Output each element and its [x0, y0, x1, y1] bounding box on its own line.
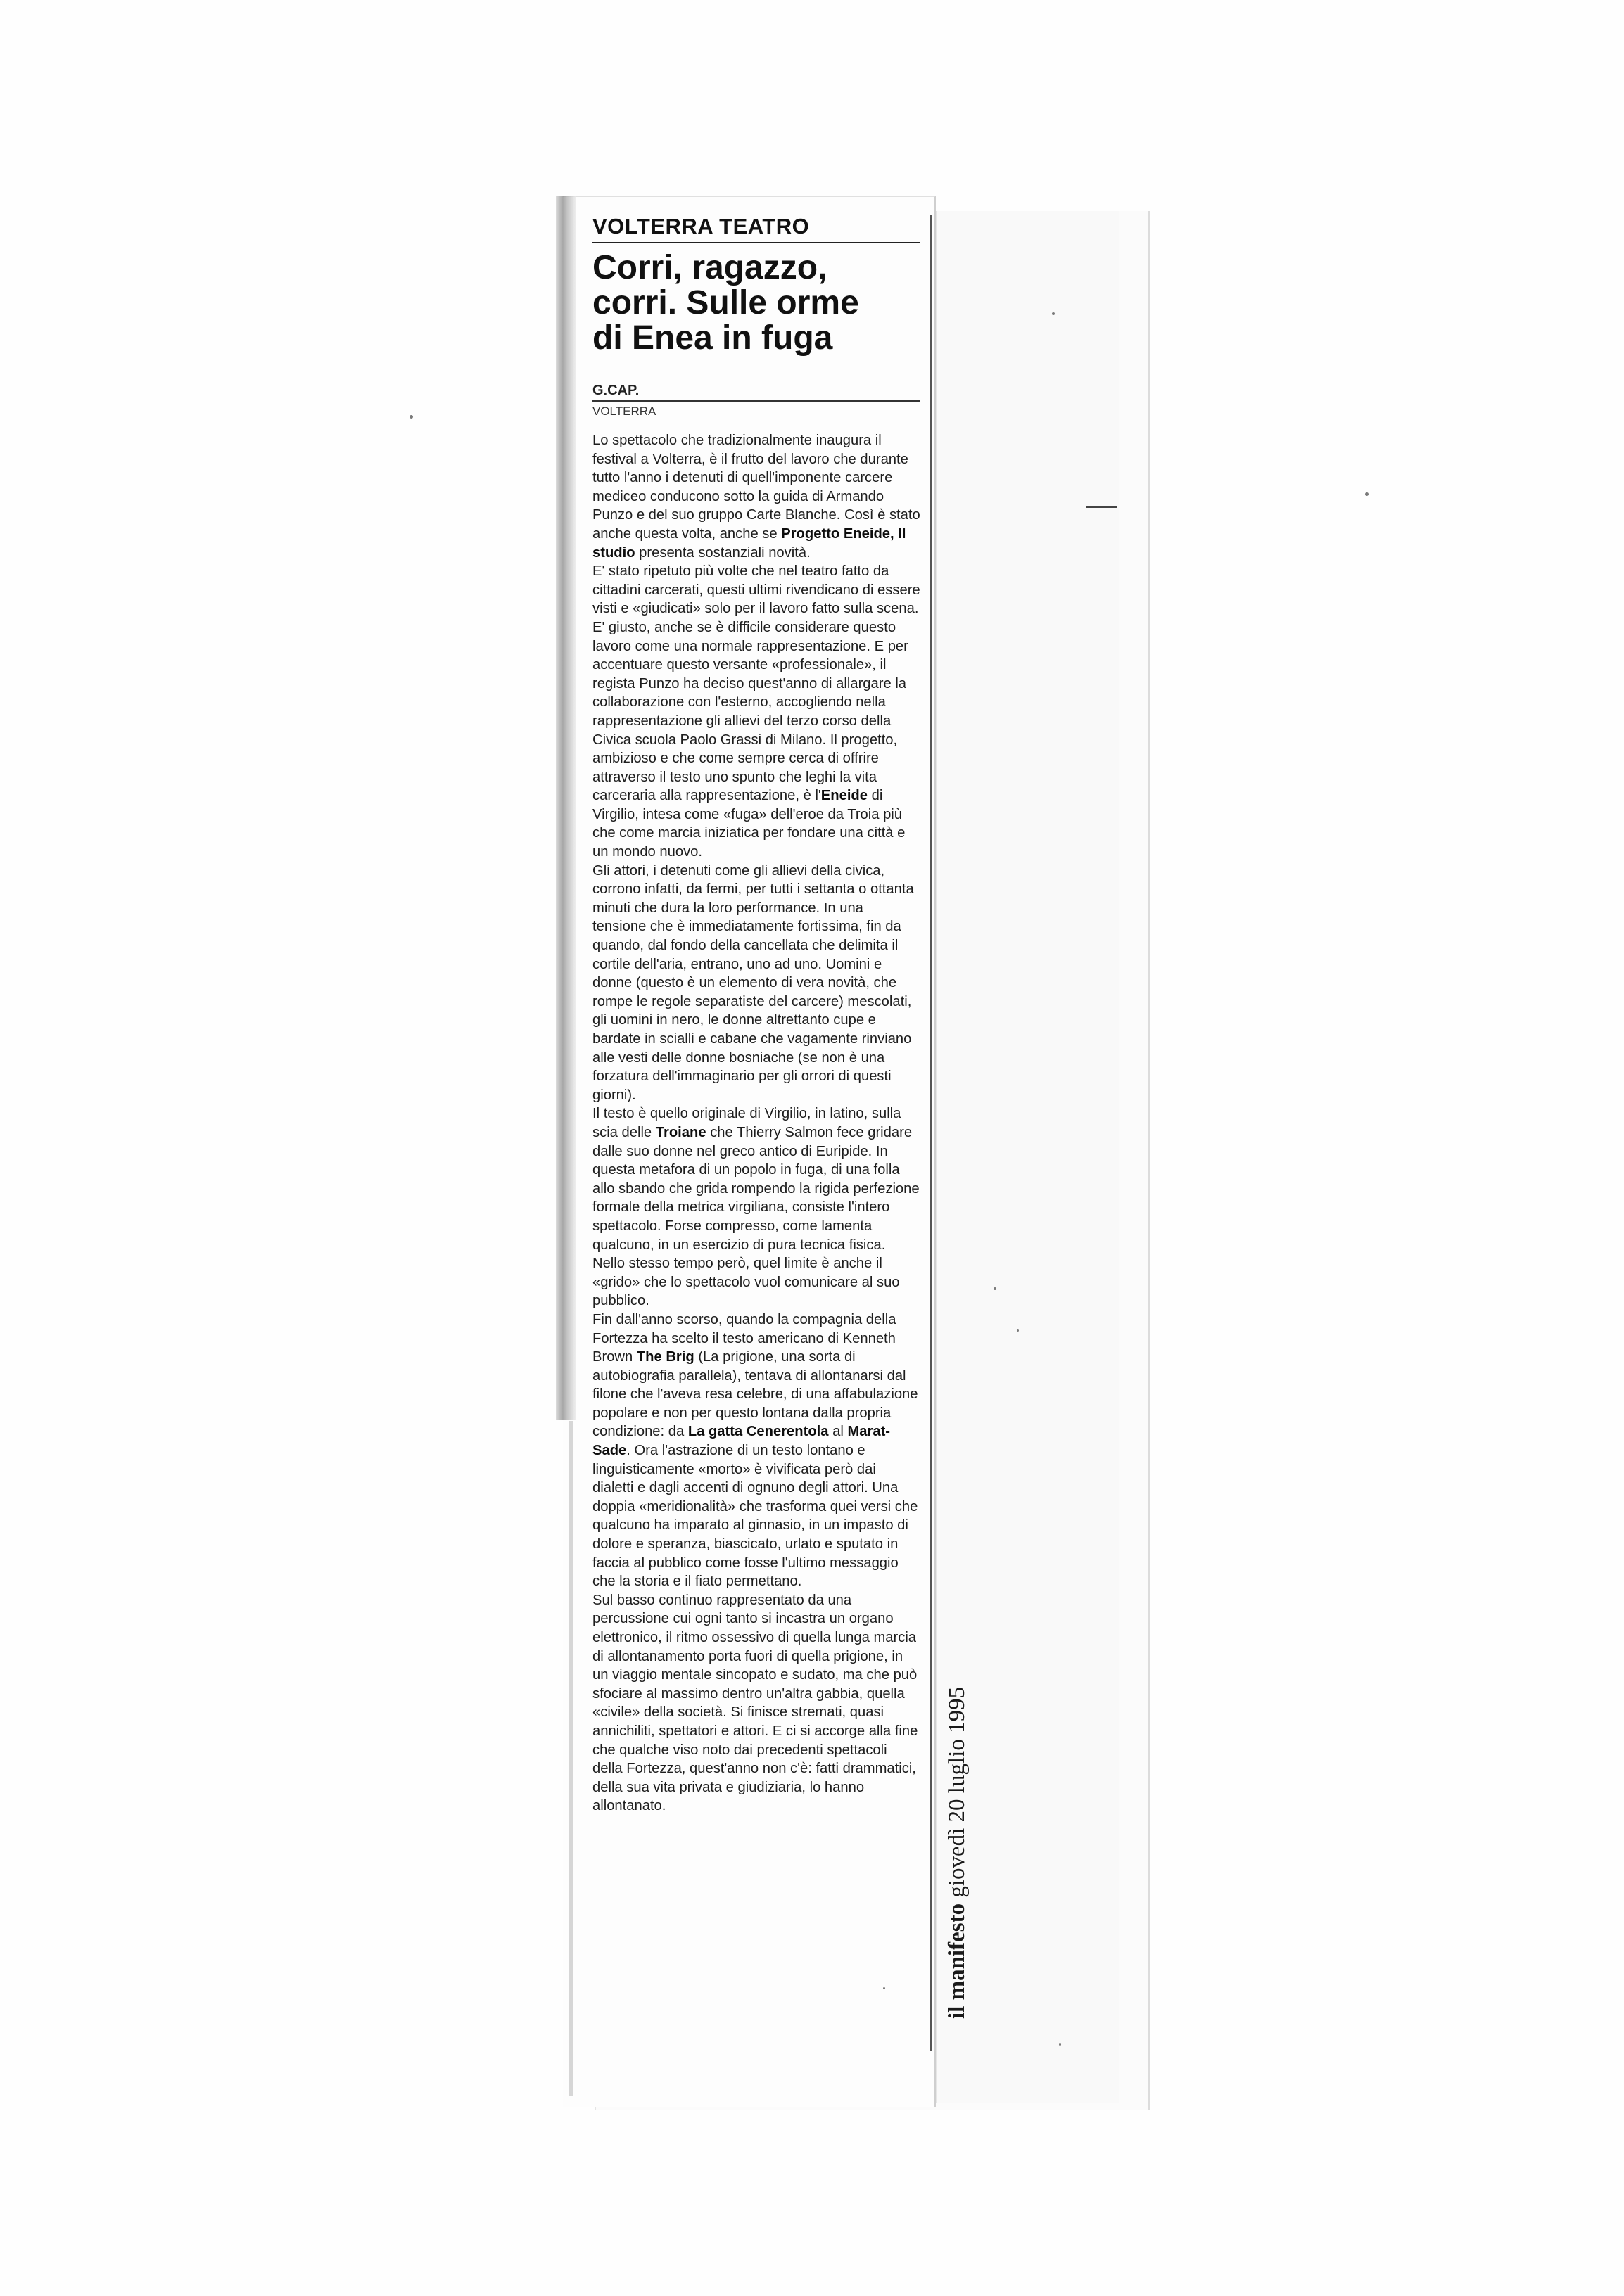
bold-title: La gatta Cenerentola	[687, 1424, 829, 1440]
scan-speck	[410, 415, 413, 419]
text-run: che Thierry Salmon fece gridare dalle suo donne nel greco antico di Euripide. In questa metafora di un popolo in fuga, di una folla allo sbando che grida rompendo la rigida perfezione formale della metrica virgiliana, consiste l'intero spettacolo. Forse compresso, come lamenta qualcuno, in un esercizio di pura tecnica fisica. Nello stesso tempo però, quel limite è anche il «grido» che lo spettacolo vuol comunicare al suo pubblico.	[592, 1124, 920, 1309]
clipping-edge-shadow-lower	[569, 1421, 573, 2096]
scan-speck	[883, 1987, 885, 1989]
bold-title: Eneide	[820, 788, 868, 804]
dateline: VOLTERRA	[592, 404, 656, 418]
headline-line: di Enea in fuga	[592, 319, 833, 357]
headline	[592, 250, 920, 356]
text-run: al	[828, 1424, 848, 1440]
clipping-edge-shadow	[556, 196, 576, 1420]
text-run: Lo spettacolo che tradizionalmente inaugura il festival a Volterra, è il frutto del lavoro che durante tutto l'anno i detenuti di quell'imponente carcere mediceo conducono sotto la guida di Armando Punzo e del suo gruppo Carte Blanche. Così è stato anche questa volta, anche se	[592, 433, 920, 542]
scan-speck	[1365, 492, 1369, 496]
scan-speck	[994, 1287, 996, 1290]
article-paragraph	[592, 1104, 920, 1310]
bold-title: Troiane	[655, 1124, 706, 1140]
text-run: Gli attori, i detenuti come gli allievi della civica, corrono infatti, da fermi, per tutti i settanta o ottanta minuti che dura la loro performance. In una tensione che è immediatamente fortissima, fin da quando, dal fondo della cancellata che delimita il cortile dell'aria, entrano, uno ad uno. Uomini e donne (questo è un elemento di vera novità, che rompe le regole separatiste del carcere) mescolati, gli uomini in nero, le donne altrettanto cupe e bardate in scialli e cabane che vagamente rinviano alle vesti delle donne bosniache (se non è una forzatura dell'immaginario per gli orrori di questi giorni).	[592, 862, 914, 1103]
text-run: di Virgilio, intesa come «fuga» dell'eroe da Troia più che come marcia iniziatica per fondare una città e un mondo nuovo.	[592, 788, 906, 860]
article-body	[592, 431, 920, 1816]
scan-speck	[1017, 1329, 1019, 1332]
text-run: Il testo è quello originale di Virgilio, in latino, sulla scia delle	[592, 1106, 901, 1140]
text-run: E' stato ripetuto più volte che nel teatro fatto da cittadini carcerati, questi ultimi rivendicano di essere visti e «giudicati» solo per il lavoro fatto sulla scena. E' giusto, anche se è difficile considerare questo lavoro come una normale rappresentazione. E per accentuare questo versante «professionale», il regista Punzo ha deciso quest'anno di allargare la collaborazione con l'esterno, accogliendo nella rappresentazione gli allievi del terzo corso della Civica scuola Paolo Grassi di Milano. Il progetto, ambizioso e che come sempre cerca di offrire attraverso il testo uno spunto che leghi la vita carceraria alla rappresentazione, è l'	[592, 563, 920, 804]
text-run: presenta sostanziali novità.	[635, 544, 811, 561]
article	[592, 211, 920, 1816]
source-label	[944, 1687, 970, 2019]
headline-line: Corri, ragazzo,	[592, 249, 827, 286]
bold-title: Progetto Eneide, Il studio	[592, 525, 906, 561]
text-run: (La prigione, una sorta di autobiografia parallela), tentava di allontanarsi dal filone che l'aveva resa celebre, di una affabulazione popolare e non per questo lontana dalla propria condizione: da	[592, 1349, 918, 1440]
sheet-edge-mark	[1086, 506, 1117, 508]
text-run: Sul basso continuo rappresentato da una percussione cui ogni tanto si incastra un organo elettronico, il ritmo ossessivo di quella lunga marcia di allontanamento porta fuori di quella prigione, in un viaggio mentale sincopato e sudato, ma che può sfociare al massimo dentro un'altra gabbia, quella «civile» della società. Si finisce stremati, quasi annichiliti, spettatori e attori. E ci si accorge alla fine che qualche viso noto dai precedenti spettacoli della Fortezza, quest'anno non c'è: fatti drammatici, della sua vita privata e giudiziaria, lo hanno allontanato.	[592, 1592, 918, 1814]
text-run: Fin dall'anno scorso, quando la compagnia della Fortezza ha scelto il testo americano di Kenneth Brown	[592, 1311, 896, 1365]
bold-title: The Brig	[636, 1349, 694, 1365]
column-rule	[930, 215, 932, 2051]
article-paragraph	[592, 562, 920, 862]
byline: G.CAP.	[592, 383, 920, 402]
article-paragraph	[592, 862, 920, 1105]
headline-line: corri. Sulle orme	[592, 284, 859, 321]
bold-title: Marat-Sade	[592, 1424, 891, 1459]
newspaper-name: il manifesto	[944, 1903, 970, 2019]
scan-speck	[1059, 2043, 1061, 2046]
article-paragraph	[592, 1310, 920, 1591]
article-paragraph	[592, 431, 920, 562]
article-paragraph	[592, 1591, 920, 1816]
text-run: . Ora l'astrazione di un testo lontano e linguisticamente «morto» è vivificata però dai dialetti e dagli accenti di ognuno degli attori. Una doppia «meridionalità» che trasforma quei versi che qualcuno ha imparato al ginnasio, in un impasto di dolore e speranza, biascicato, urlato e sputato in faccia al pubblico come fosse l'ultimo messaggio che la storia e il fiato permettano.	[592, 1443, 918, 1590]
publication-date: giovedì 20 luglio 1995	[944, 1686, 970, 1898]
scan-speck	[1052, 312, 1055, 315]
section-kicker: VOLTERRA TEATRO	[592, 214, 920, 243]
